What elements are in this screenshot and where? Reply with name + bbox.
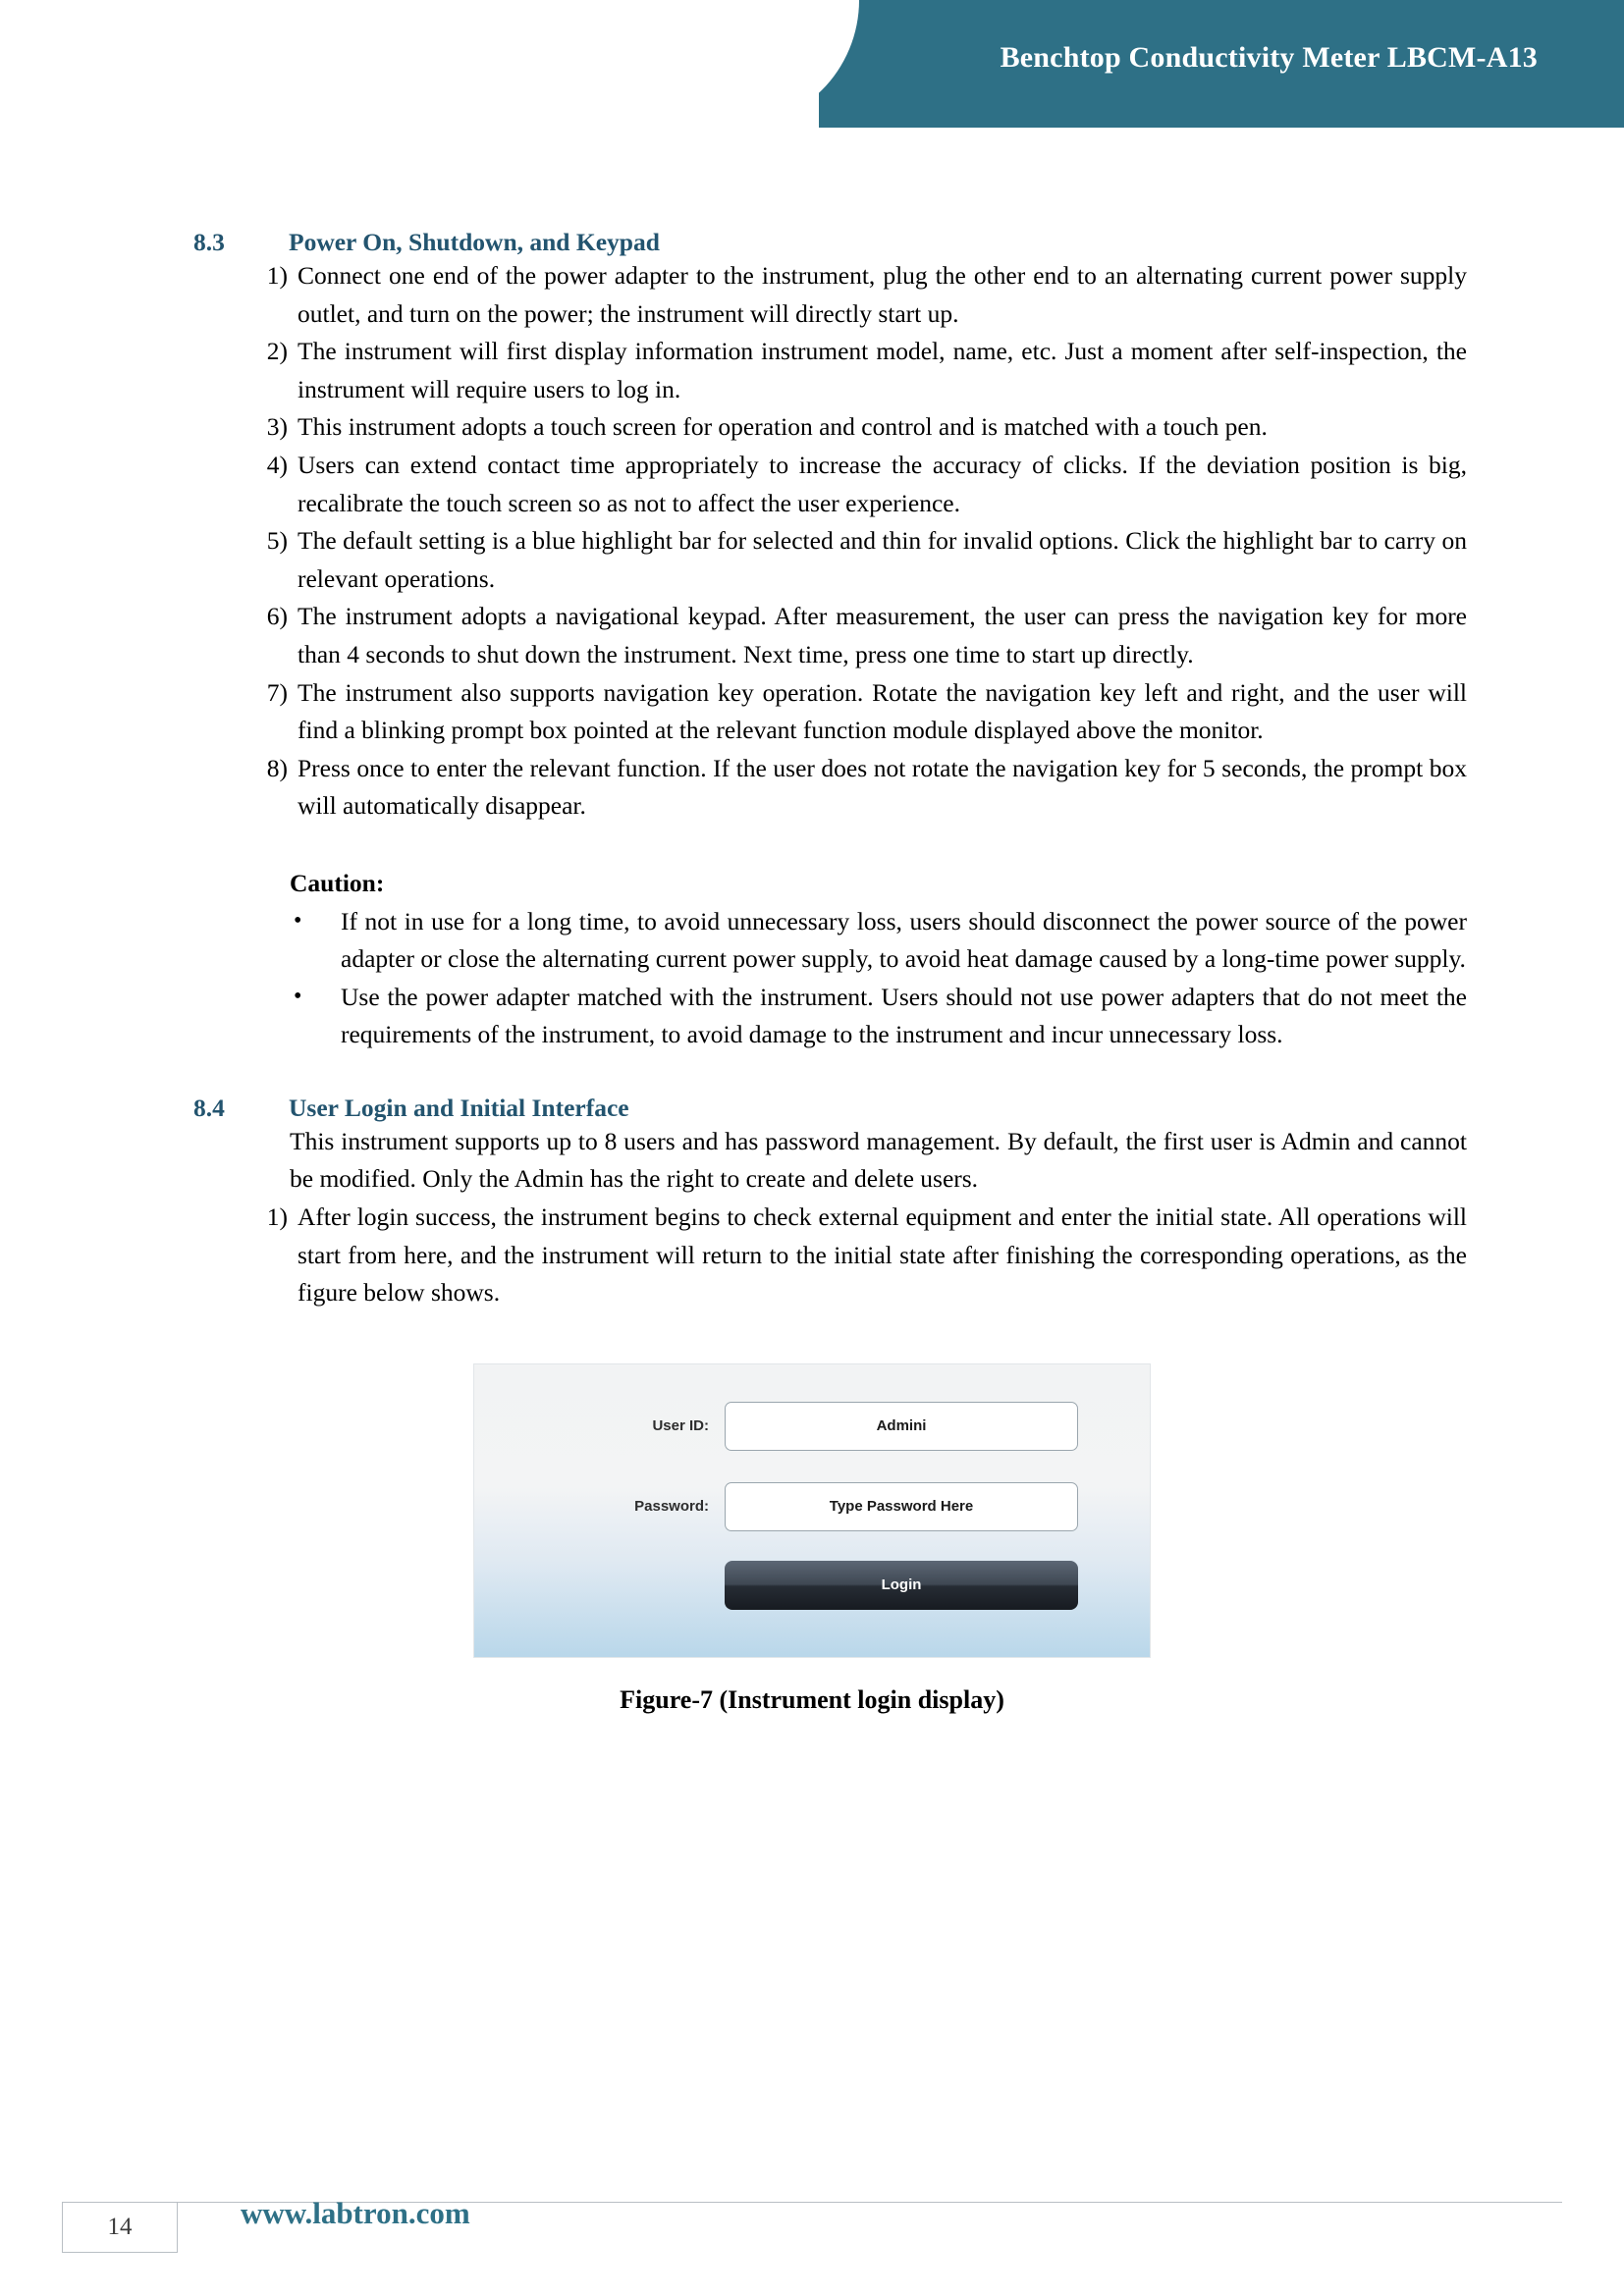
list-item xyxy=(243,257,1467,333)
figure-caption: Figure-7 (Instrument login display) xyxy=(620,1684,1004,1714)
password-row xyxy=(474,1482,1150,1531)
list-item-marker: 6) xyxy=(266,602,288,631)
section-8-4-list xyxy=(0,1199,1624,1312)
list-item-text: Press once to enter the relevant function. If the user does not rotate the navigation key for 5 seconds, the prompt box will automatically disappear. xyxy=(298,753,1467,821)
list-item xyxy=(243,522,1467,598)
user-id-input[interactable]: Admini xyxy=(725,1402,1078,1451)
spacer xyxy=(0,1054,1624,1094)
page-header xyxy=(0,0,1624,128)
list-item-text: The instrument adopts a navigational keypad. After measurement, the user can press the navigation key for more than 4 seconds to shut down the instrument. Next time, press one time to start up directly. xyxy=(298,602,1467,668)
list-item-text: The default setting is a blue highlight bar for selected and thin for invalid options. Click the highlight bar to carry on relevant operations. xyxy=(298,526,1467,593)
list-item xyxy=(290,979,1467,1054)
section-8-3-heading xyxy=(193,228,1624,257)
section-8-3-number: 8.3 xyxy=(193,228,225,256)
list-item xyxy=(290,903,1467,979)
list-item-text: After login success, the instrument begins to check external equipment and enter the initial state. All operations will start from here, and the instrument will return to the initial state after finishing the corresponding operations, as the figure below shows. xyxy=(298,1202,1467,1308)
password-input[interactable]: Type Password Here xyxy=(725,1482,1078,1531)
list-item-marker: 2) xyxy=(266,337,288,366)
page-number: 14 xyxy=(107,2214,133,2240)
list-item-marker: 8) xyxy=(266,753,288,782)
list-item xyxy=(243,598,1467,673)
list-item-marker: 1) xyxy=(266,261,288,290)
user-id-row xyxy=(474,1402,1150,1451)
list-item xyxy=(243,674,1467,750)
list-item xyxy=(243,750,1467,826)
caution-list xyxy=(0,903,1624,1054)
section-8-4-heading xyxy=(193,1094,1624,1123)
list-item-text: The instrument will first display information instrument model, name, etc. Just a moment after self-inspection, the instrument will require users to log in. xyxy=(298,337,1467,403)
list-item-marker: 4) xyxy=(266,450,288,479)
list-item-text: This instrument adopts a touch screen for operation and control and is matched with a touch pen. xyxy=(298,412,1268,442)
password-label: Password: xyxy=(634,1498,709,1516)
spacer xyxy=(0,826,1624,865)
section-8-3 xyxy=(0,228,1624,1054)
login-button[interactable]: Login xyxy=(725,1561,1078,1610)
list-item xyxy=(243,333,1467,408)
section-8-3-title: Power On, Shutdown, and Keypad xyxy=(289,228,660,256)
footer-website-link[interactable]: www.labtron.com xyxy=(241,2196,470,2230)
instrument-login-display xyxy=(473,1363,1151,1658)
list-item-text: The instrument also supports navigation key operation. Rotate the navigation key left and right, and the user will find a blinking prompt box pointed at the relevant function module displayed above the monitor. xyxy=(298,677,1467,745)
section-8-3-list xyxy=(0,257,1624,826)
header-title: Benchtop Conductivity Meter LBCM-A13 xyxy=(1000,41,1538,74)
page-content xyxy=(0,228,1624,1715)
list-item-marker: 3) xyxy=(266,412,288,442)
bullet-icon: • xyxy=(294,907,302,934)
section-8-4-title: User Login and Initial Interface xyxy=(289,1093,629,1122)
list-item-marker: 1) xyxy=(266,1202,288,1232)
user-id-label: User ID: xyxy=(652,1417,709,1435)
list-item-text: If not in use for a long time, to avoid unnecessary loss, users should disconnect the power source of the power adapter or close the alternating current power supply, to avoid heat damage caused by a long-time power supply. xyxy=(341,906,1467,974)
figure-7 xyxy=(0,1363,1624,1715)
section-8-4 xyxy=(0,1094,1624,1312)
caution-label: Caution: xyxy=(290,868,385,897)
list-item xyxy=(243,447,1467,522)
page-footer xyxy=(0,2161,1624,2249)
list-item-text: Connect one end of the power adapter to the instrument, plug the other end to an alternating current power supply outlet, and turn on the power; the instrument will directly start up. xyxy=(298,261,1467,328)
section-8-4-intro: This instrument supports up to 8 users and has password management. By default, the first user is Admin and cannot be modified. Only the Admin has the right to create and delete users. xyxy=(290,1126,1467,1194)
bullet-icon: • xyxy=(294,983,302,1009)
list-item-marker: 7) xyxy=(266,677,288,707)
list-item-text: Use the power adapter matched with the instrument. Users should not use power adapters that do not meet the requirements of the instrument, to avoid damage to the instrument and incur unnecessary loss. xyxy=(341,982,1467,1049)
list-item-text: Users can extend contact time appropriately to increase the accuracy of clicks. If the deviation position is big, recalibrate the touch screen so as not to affect the user experience. xyxy=(298,450,1467,517)
section-8-4-number: 8.4 xyxy=(193,1093,225,1122)
list-item-marker: 5) xyxy=(266,526,288,556)
list-item xyxy=(243,408,1467,447)
list-item xyxy=(243,1199,1467,1312)
